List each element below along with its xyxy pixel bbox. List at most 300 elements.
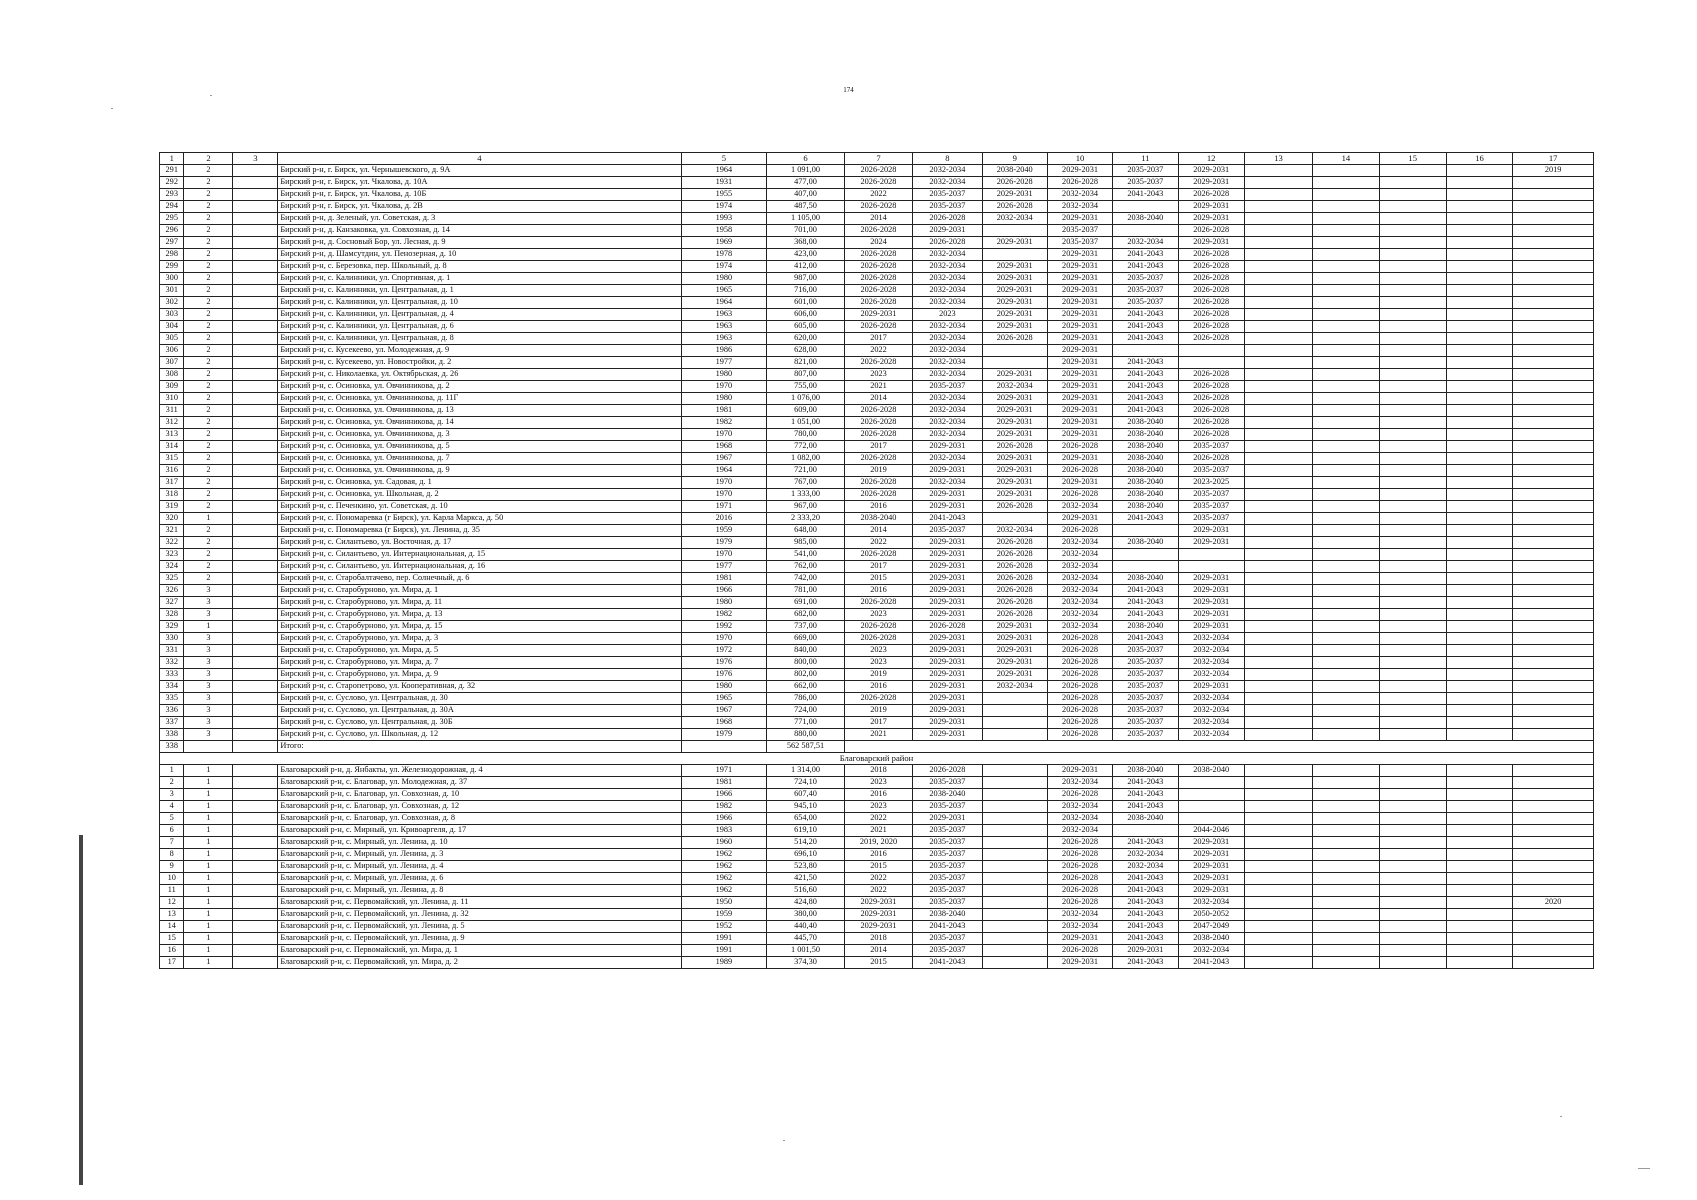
- table-cell: Бирский р-н, с. Осиновка, ул. Овчинникова, д. 2: [278, 381, 681, 393]
- table-cell: [1313, 249, 1379, 261]
- table-cell: 2026-2028: [844, 321, 912, 333]
- table-cell: 1: [160, 765, 184, 777]
- table-cell: Благоварский р-н, с. Первомайский, ул. Ленина, д. 11: [278, 897, 681, 909]
- table-cell: 2029-2031: [913, 609, 982, 621]
- table-cell: 2035-2037: [1178, 513, 1244, 525]
- table-cell: [1513, 297, 1594, 309]
- table-cell: [1244, 729, 1312, 741]
- table-cell: 2019: [844, 705, 912, 717]
- table-cell: [982, 909, 1047, 921]
- table-cell: 2022: [844, 813, 912, 825]
- table-cell: 2029-2031: [1178, 585, 1244, 597]
- table-cell: 2026-2028: [1047, 489, 1112, 501]
- table-cell: 2029-2031: [844, 897, 912, 909]
- table-cell: [1446, 405, 1512, 417]
- table-cell: 2041-2043: [1113, 777, 1178, 789]
- table-cell: 2029-2031: [1047, 345, 1112, 357]
- table-cell: [1513, 945, 1594, 957]
- table-cell: 2: [184, 573, 233, 585]
- column-number: 16: [1446, 153, 1512, 165]
- table-cell: 2029-2031: [1047, 765, 1112, 777]
- table-cell: Бирский р-н, с. Пономаревка (г Бирск), ул. Ленина, д. 35: [278, 525, 681, 537]
- table-cell: 2041-2043: [1113, 405, 1178, 417]
- table-cell: 2029-2031: [913, 489, 982, 501]
- table-cell: 1: [184, 801, 233, 813]
- table-row: [160, 957, 1594, 969]
- table-cell: 2035-2037: [1113, 729, 1178, 741]
- table-cell: 2029-2031: [982, 309, 1047, 321]
- table-cell: [233, 609, 278, 621]
- table-cell: [1446, 849, 1512, 861]
- table-cell: 1: [184, 897, 233, 909]
- table-cell: 2022: [844, 345, 912, 357]
- table-cell: 302: [160, 297, 184, 309]
- table-cell: 2: [184, 357, 233, 369]
- table-cell: [1313, 273, 1379, 285]
- table-cell: 2: [184, 453, 233, 465]
- table-cell: [1513, 189, 1594, 201]
- table-cell: [1379, 885, 1446, 897]
- table-cell: 487,50: [767, 201, 845, 213]
- table-cell: 2026-2028: [844, 597, 912, 609]
- table-cell: [1513, 957, 1594, 969]
- table-cell: [1379, 513, 1446, 525]
- table-cell: 2029-2031: [982, 453, 1047, 465]
- table-cell: 2032-2034: [1178, 717, 1244, 729]
- table-cell: 2: [160, 777, 184, 789]
- table-cell: [1513, 333, 1594, 345]
- table-cell: [1513, 597, 1594, 609]
- table-cell: 1970: [681, 549, 767, 561]
- table-row: [160, 285, 1594, 297]
- table-cell: [982, 717, 1047, 729]
- table-cell: [1244, 465, 1312, 477]
- table-cell: 2029-2031: [1178, 525, 1244, 537]
- table-cell: [1446, 501, 1512, 513]
- table-cell: 2029-2031: [913, 465, 982, 477]
- column-number: 14: [1313, 153, 1379, 165]
- table-cell: 2026-2028: [844, 633, 912, 645]
- table-cell: Бирский р-н, с. Кусекеево, ул. Новостройки, д. 2: [278, 357, 681, 369]
- table-cell: [1313, 957, 1379, 969]
- table-cell: [1244, 165, 1312, 177]
- table-cell: [1313, 729, 1379, 741]
- table-cell: 2016: [844, 849, 912, 861]
- table-cell: 2035-2037: [1113, 177, 1178, 189]
- table-cell: 1989: [681, 957, 767, 969]
- table-cell: 2029-2031: [982, 669, 1047, 681]
- table-cell: 2026-2028: [844, 201, 912, 213]
- table-cell: 2019, 2020: [844, 837, 912, 849]
- table-cell: 2032-2034: [913, 177, 982, 189]
- table-cell: [1379, 201, 1446, 213]
- table-cell: 299: [160, 261, 184, 273]
- table-cell: Бирский р-н, с. Старобурново, ул. Мира, д. 1: [278, 585, 681, 597]
- table-cell: 2035-2037: [913, 801, 982, 813]
- table-cell: 807,00: [767, 369, 845, 381]
- table-cell: [1379, 813, 1446, 825]
- table-cell: 2026-2028: [1047, 897, 1112, 909]
- table-cell: 2029-2031: [913, 597, 982, 609]
- table-cell: 4: [160, 801, 184, 813]
- table-cell: 2041-2043: [1113, 585, 1178, 597]
- table-cell: 1967: [681, 705, 767, 717]
- table-cell: [1379, 489, 1446, 501]
- table-cell: 2016: [844, 585, 912, 597]
- table-cell: 2029-2031: [1178, 537, 1244, 549]
- table-cell: 2032-2034: [982, 525, 1047, 537]
- table-cell: Бирский р-н, с. Кусекеево, ул. Молодежная, д. 9: [278, 345, 681, 357]
- table-cell: [1513, 633, 1594, 645]
- table-cell: [1313, 537, 1379, 549]
- table-cell: 2026-2028: [1047, 633, 1112, 645]
- table-cell: 2032-2034: [1047, 561, 1112, 573]
- table-cell: 2032-2034: [1178, 945, 1244, 957]
- table-cell: [1379, 801, 1446, 813]
- column-number: 17: [1513, 153, 1594, 165]
- table-cell: 2029-2031: [844, 909, 912, 921]
- table-cell: [1379, 237, 1446, 249]
- table-cell: [1313, 453, 1379, 465]
- table-cell: 3: [184, 585, 233, 597]
- table-cell: [1244, 357, 1312, 369]
- table-cell: 2026-2028: [844, 249, 912, 261]
- table-cell: 2029-2031: [1047, 309, 1112, 321]
- table-cell: 2032-2034: [913, 333, 982, 345]
- table-cell: [1446, 837, 1512, 849]
- table-cell: 2014: [844, 945, 912, 957]
- table-cell: [233, 705, 278, 717]
- table-cell: [1513, 645, 1594, 657]
- table-cell: Бирский р-н, с. Старопетрово, ул. Кооперативная, д. 32: [278, 681, 681, 693]
- table-cell: 2026-2028: [913, 765, 982, 777]
- table-cell: 1 076,00: [767, 393, 845, 405]
- table-row: [160, 825, 1594, 837]
- table-cell: 2032-2034: [913, 285, 982, 297]
- table-cell: 2026-2028: [844, 429, 912, 441]
- table-cell: [982, 513, 1047, 525]
- table-cell: 1 333,00: [767, 489, 845, 501]
- table-cell: [1178, 561, 1244, 573]
- table-cell: [1313, 501, 1379, 513]
- table-cell: [1313, 921, 1379, 933]
- table-cell: 2026-2028: [1047, 789, 1112, 801]
- table-cell: 2: [184, 333, 233, 345]
- total-label: Итого:: [278, 741, 681, 753]
- table-cell: [1244, 261, 1312, 273]
- table-cell: 2041-2043: [1113, 873, 1178, 885]
- table-cell: Благоварский р-н, с. Мирный, ул. Ленина, д. 10: [278, 837, 681, 849]
- table-cell: 3: [160, 789, 184, 801]
- table-cell: 1980: [681, 597, 767, 609]
- table-cell: 2: [184, 261, 233, 273]
- table-cell: 1970: [681, 381, 767, 393]
- table-cell: [1446, 369, 1512, 381]
- table-cell: 2041-2043: [1113, 789, 1178, 801]
- table-cell: 523,80: [767, 861, 845, 873]
- table-cell: [1313, 225, 1379, 237]
- table-cell: [982, 765, 1047, 777]
- table-cell: 2029-2031: [1178, 237, 1244, 249]
- table-row: [160, 909, 1594, 921]
- table-cell: 1981: [681, 405, 767, 417]
- table-cell: 2029-2031: [982, 429, 1047, 441]
- total-row-number: 338: [160, 741, 184, 753]
- table-cell: [1446, 345, 1512, 357]
- table-cell: 716,00: [767, 285, 845, 297]
- table-cell: [1313, 561, 1379, 573]
- table-cell: [1244, 777, 1312, 789]
- table-cell: 2035-2037: [1178, 489, 1244, 501]
- table-cell: 2026-2028: [1178, 249, 1244, 261]
- table-cell: 2035-2037: [913, 849, 982, 861]
- table-cell: [1379, 537, 1446, 549]
- table-cell: [1313, 441, 1379, 453]
- table-cell: [1379, 873, 1446, 885]
- table-cell: [1313, 381, 1379, 393]
- table-cell: [233, 681, 278, 693]
- table-cell: [1513, 345, 1594, 357]
- table-cell: [844, 741, 1593, 753]
- table-cell: [1513, 717, 1594, 729]
- table-cell: [1379, 165, 1446, 177]
- table-cell: 2029-2031: [1047, 249, 1112, 261]
- table-cell: [1244, 309, 1312, 321]
- table-cell: 1983: [681, 825, 767, 837]
- table-cell: 2029-2031: [1047, 405, 1112, 417]
- table-cell: [233, 729, 278, 741]
- table-cell: 2026-2028: [844, 225, 912, 237]
- table-cell: [1313, 549, 1379, 561]
- table-cell: 781,00: [767, 585, 845, 597]
- table-cell: Благоварский р-н, с. Благовар, ул. Молодежная, д. 37: [278, 777, 681, 789]
- table-cell: [1244, 537, 1312, 549]
- table-cell: 1991: [681, 933, 767, 945]
- table-cell: 2032-2034: [1047, 501, 1112, 513]
- table-cell: 3: [184, 645, 233, 657]
- table-cell: Бирский р-н, с. Старобурново, ул. Мира, д. 9: [278, 669, 681, 681]
- table-cell: Благоварский р-н, с. Мирный, ул. Ленина, д. 3: [278, 849, 681, 861]
- table-cell: [1513, 453, 1594, 465]
- table-cell: [1244, 177, 1312, 189]
- table-cell: [233, 849, 278, 861]
- table-cell: 2032-2034: [913, 165, 982, 177]
- table-cell: 2032-2034: [913, 345, 982, 357]
- table-cell: 298: [160, 249, 184, 261]
- table-cell: 701,00: [767, 225, 845, 237]
- table-cell: 440,40: [767, 921, 845, 933]
- table-cell: 1 091,00: [767, 165, 845, 177]
- table-cell: 2026-2028: [1047, 945, 1112, 957]
- table-cell: Бирский р-н, г. Бирск, ул. Чернышевского, д. 9А: [278, 165, 681, 177]
- table-cell: 737,00: [767, 621, 845, 633]
- table-cell: [233, 345, 278, 357]
- table-cell: [1513, 765, 1594, 777]
- table-cell: 2035-2037: [1113, 669, 1178, 681]
- table-row: [160, 789, 1594, 801]
- table-cell: [982, 345, 1047, 357]
- table-cell: Бирский р-н, с. Суслово, ул. Центральная, д. 30Б: [278, 717, 681, 729]
- table-cell: 2035-2037: [1113, 273, 1178, 285]
- table-cell: [233, 213, 278, 225]
- table-cell: [1244, 957, 1312, 969]
- table-cell: [1313, 657, 1379, 669]
- table-cell: [1513, 261, 1594, 273]
- table-cell: [1379, 909, 1446, 921]
- table-cell: 2038-2040: [1113, 429, 1178, 441]
- table-cell: Бирский р-н, с. Осиновка, ул. Овчинникова, д. 11Г: [278, 393, 681, 405]
- table-row: [160, 261, 1594, 273]
- table-cell: 2032-2034: [1113, 237, 1178, 249]
- table-cell: 1974: [681, 201, 767, 213]
- table-row: [160, 225, 1594, 237]
- table-cell: [1178, 777, 1244, 789]
- table-cell: [1244, 189, 1312, 201]
- table-row: [160, 525, 1594, 537]
- table-cell: 2029-2031: [844, 309, 912, 321]
- table-cell: 654,00: [767, 813, 845, 825]
- table-cell: [1379, 945, 1446, 957]
- table-cell: 607,40: [767, 789, 845, 801]
- table-cell: [233, 513, 278, 525]
- table-cell: 2041-2043: [1113, 321, 1178, 333]
- table-cell: 1993: [681, 213, 767, 225]
- table-cell: 11: [160, 885, 184, 897]
- table-cell: 2026-2028: [1047, 465, 1112, 477]
- table-cell: 2035-2037: [1113, 717, 1178, 729]
- table-cell: [1113, 225, 1178, 237]
- table-cell: 2029-2031: [1047, 417, 1112, 429]
- table-cell: 1962: [681, 849, 767, 861]
- table-cell: 2041-2043: [1113, 921, 1178, 933]
- table-cell: 2041-2043: [1113, 261, 1178, 273]
- table-cell: 2029-2031: [913, 585, 982, 597]
- table-cell: [233, 765, 278, 777]
- table-cell: 2038-2040: [1113, 489, 1178, 501]
- table-cell: 1965: [681, 285, 767, 297]
- table-cell: 2035-2037: [1047, 225, 1112, 237]
- table-cell: 1: [184, 933, 233, 945]
- table-cell: 2029-2031: [982, 633, 1047, 645]
- table-cell: Благоварский р-н, с. Первомайский, ул. Ленина, д. 32: [278, 909, 681, 921]
- table-row: [160, 777, 1594, 789]
- table-cell: [982, 693, 1047, 705]
- table-cell: 2: [184, 345, 233, 357]
- table-cell: 2026-2028: [1047, 729, 1112, 741]
- table-cell: 1 051,00: [767, 417, 845, 429]
- table-cell: 2035-2037: [1113, 681, 1178, 693]
- table-cell: [233, 393, 278, 405]
- table-cell: 2032-2034: [1047, 621, 1112, 633]
- table-cell: [1446, 273, 1512, 285]
- table-cell: 2026-2028: [844, 405, 912, 417]
- table-row: [160, 177, 1594, 189]
- table-cell: 2029-2031: [1178, 165, 1244, 177]
- table-cell: 2029-2031: [913, 657, 982, 669]
- column-number: 4: [278, 153, 681, 165]
- table-cell: [982, 801, 1047, 813]
- table-cell: 2019: [1513, 165, 1594, 177]
- table-cell: 2035-2037: [1113, 705, 1178, 717]
- column-number: 13: [1244, 153, 1312, 165]
- table-cell: 12: [160, 897, 184, 909]
- table-cell: 2026-2028: [844, 261, 912, 273]
- table-cell: 1982: [681, 609, 767, 621]
- table-cell: 2035-2037: [913, 525, 982, 537]
- table-cell: [982, 861, 1047, 873]
- table-cell: 2026-2028: [913, 213, 982, 225]
- table-cell: 2032-2034: [1047, 909, 1112, 921]
- table-cell: 7: [160, 837, 184, 849]
- table-cell: [1513, 381, 1594, 393]
- table-cell: 326: [160, 585, 184, 597]
- table-cell: 2029-2031: [1047, 321, 1112, 333]
- table-cell: [982, 849, 1047, 861]
- table-cell: 2038-2040: [1113, 417, 1178, 429]
- table-cell: 2: [184, 285, 233, 297]
- table-cell: 1992: [681, 621, 767, 633]
- table-cell: [1446, 525, 1512, 537]
- table-cell: 1 105,00: [767, 213, 845, 225]
- table-cell: [1446, 777, 1512, 789]
- table-cell: [1513, 549, 1594, 561]
- table-cell: [1244, 657, 1312, 669]
- table-row: [160, 669, 1594, 681]
- table-cell: 1966: [681, 813, 767, 825]
- table-cell: [1244, 933, 1312, 945]
- table-cell: [233, 585, 278, 597]
- table-cell: [233, 465, 278, 477]
- table-cell: 1971: [681, 765, 767, 777]
- table-cell: 2029-2031: [844, 921, 912, 933]
- table-cell: 2026-2028: [1047, 717, 1112, 729]
- table-cell: 2029-2031: [913, 729, 982, 741]
- table-cell: 2021: [844, 729, 912, 741]
- table-cell: 2023-2025: [1178, 477, 1244, 489]
- table-cell: [1379, 633, 1446, 645]
- table-cell: [1446, 813, 1512, 825]
- table-cell: 10: [160, 873, 184, 885]
- table-cell: [1446, 705, 1512, 717]
- table-cell: 2026-2028: [1178, 297, 1244, 309]
- table-cell: [1313, 813, 1379, 825]
- table-row: [160, 429, 1594, 441]
- table-cell: 1969: [681, 237, 767, 249]
- table-cell: [233, 945, 278, 957]
- table-cell: [1446, 957, 1512, 969]
- table-cell: [1244, 585, 1312, 597]
- table-row: [160, 213, 1594, 225]
- table-cell: [1446, 633, 1512, 645]
- table-cell: [1513, 309, 1594, 321]
- table-cell: 2: [184, 273, 233, 285]
- table-cell: 2041-2043: [1113, 597, 1178, 609]
- table-cell: [233, 657, 278, 669]
- table-cell: Бирский р-н, с. Старобурново, ул. Мира, д. 5: [278, 645, 681, 657]
- table-cell: 2029-2031: [1178, 885, 1244, 897]
- table-cell: [1446, 693, 1512, 705]
- table-row: [160, 393, 1594, 405]
- table-cell: [1379, 357, 1446, 369]
- table-cell: 2: [184, 405, 233, 417]
- table-cell: Бирский р-н, с. Старобалтачево, пер. Солнечный, д. 6: [278, 573, 681, 585]
- table-cell: 2032-2034: [982, 381, 1047, 393]
- table-cell: 2032-2034: [913, 357, 982, 369]
- table-cell: 2019: [844, 669, 912, 681]
- table-cell: 2026-2028: [1047, 861, 1112, 873]
- table-cell: [1513, 873, 1594, 885]
- table-cell: 2041-2043: [1113, 933, 1178, 945]
